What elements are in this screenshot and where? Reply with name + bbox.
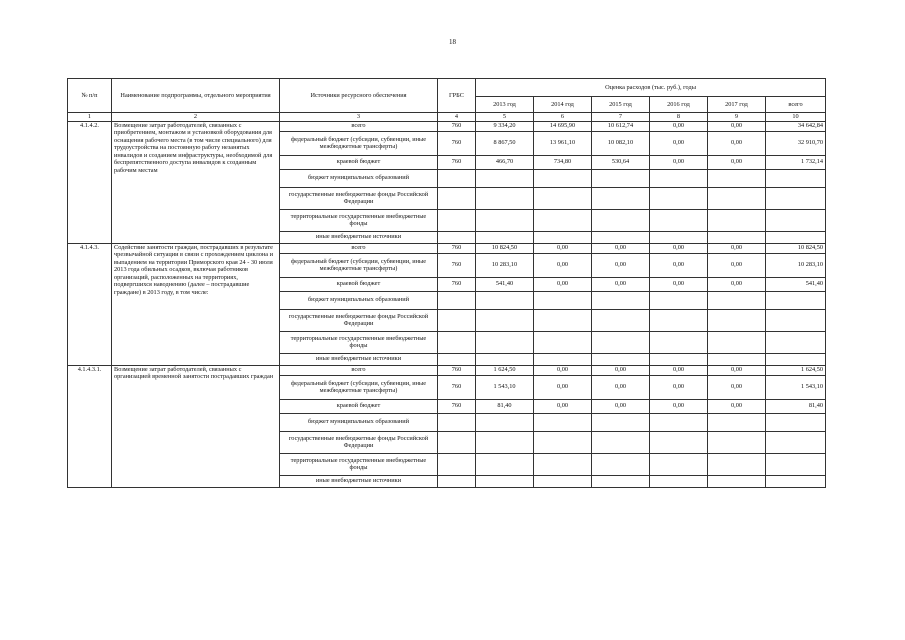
- year-value: [476, 209, 534, 231]
- grbs-code: [438, 431, 476, 453]
- total-value: 1 624,50: [766, 365, 826, 375]
- funding-source: иные внебюджетные источники: [280, 353, 438, 365]
- year-value: [708, 209, 766, 231]
- grbs-code: 760: [438, 277, 476, 291]
- col-number: 4: [438, 113, 476, 122]
- section-number: 4.1.4.3.: [68, 243, 112, 365]
- year-value: [534, 413, 592, 431]
- year-value: [650, 431, 708, 453]
- year-value: 10 082,10: [592, 131, 650, 155]
- year-value: [708, 231, 766, 243]
- col-number: 7: [592, 113, 650, 122]
- year-value: [708, 309, 766, 331]
- year-value: 0,00: [650, 365, 708, 375]
- grbs-code: 760: [438, 155, 476, 169]
- funding-source: краевой бюджет: [280, 155, 438, 169]
- year-value: 0,00: [708, 131, 766, 155]
- year-value: 0,00: [650, 155, 708, 169]
- year-value: [534, 209, 592, 231]
- year-value: [708, 169, 766, 187]
- year-value: 0,00: [592, 375, 650, 399]
- grbs-code: [438, 187, 476, 209]
- grbs-code: [438, 453, 476, 475]
- total-value: [766, 291, 826, 309]
- total-value: 1 732,14: [766, 155, 826, 169]
- grbs-code: [438, 413, 476, 431]
- funding-source: краевой бюджет: [280, 277, 438, 291]
- year-value: [650, 413, 708, 431]
- year-value: [708, 187, 766, 209]
- expenses-table: [67, 78, 826, 488]
- year-value: [534, 475, 592, 487]
- year-value: 0,00: [534, 277, 592, 291]
- year-value: [650, 309, 708, 331]
- year-value: 0,00: [592, 243, 650, 253]
- year-value: [592, 231, 650, 243]
- grbs-code: 760: [438, 253, 476, 277]
- funding-source: всего: [280, 121, 438, 131]
- section-number: 4.1.4.3.1.: [68, 365, 112, 487]
- year-value: [592, 169, 650, 187]
- section-number: 4.1.4.2.: [68, 121, 112, 243]
- year-value: 0,00: [708, 243, 766, 253]
- header-estimate: Оценка расходов (тыс. руб.), годы: [476, 79, 826, 97]
- year-value: 13 961,10: [534, 131, 592, 155]
- year-value: [534, 331, 592, 353]
- funding-source: иные внебюджетные источники: [280, 475, 438, 487]
- grbs-code: [438, 309, 476, 331]
- year-value: 530,64: [592, 155, 650, 169]
- total-value: 34 642,84: [766, 121, 826, 131]
- year-value: [534, 309, 592, 331]
- year-value: 0,00: [650, 375, 708, 399]
- year-value: [650, 453, 708, 475]
- year-value: [650, 475, 708, 487]
- year-value: [708, 353, 766, 365]
- grbs-code: 760: [438, 399, 476, 413]
- year-value: [708, 475, 766, 487]
- grbs-code: 760: [438, 121, 476, 131]
- year-value: [708, 453, 766, 475]
- year-value: 0,00: [534, 365, 592, 375]
- funding-source: государственные внебюджетные фонды Российской Федерации: [280, 187, 438, 209]
- year-value: 0,00: [534, 253, 592, 277]
- column-numbers-row: [68, 113, 826, 122]
- total-value: 541,40: [766, 277, 826, 291]
- year-value: [592, 309, 650, 331]
- total-value: [766, 187, 826, 209]
- year-value: 734,80: [534, 155, 592, 169]
- funding-source: территориальные государственные внебюджетные фонды: [280, 453, 438, 475]
- total-value: [766, 331, 826, 353]
- grbs-code: 760: [438, 131, 476, 155]
- table-header: [68, 79, 826, 122]
- total-value: 32 910,70: [766, 131, 826, 155]
- total-value: 10 824,50: [766, 243, 826, 253]
- section-name: Возмещение затрат работодателей, связанных с организацией временной занятости пострадавших граждан: [112, 365, 280, 487]
- year-value: [650, 331, 708, 353]
- col-number: 8: [650, 113, 708, 122]
- year-value: 10 824,50: [476, 243, 534, 253]
- col-number: 3: [280, 113, 438, 122]
- total-value: [766, 475, 826, 487]
- funding-source: бюджет муниципальных образований: [280, 291, 438, 309]
- grbs-code: [438, 169, 476, 187]
- year-value: 0,00: [708, 121, 766, 131]
- year-value: [592, 291, 650, 309]
- year-value: [534, 431, 592, 453]
- header-num: № п/п: [68, 79, 112, 113]
- total-value: [766, 353, 826, 365]
- year-value: 0,00: [534, 243, 592, 253]
- table-body: [68, 121, 826, 487]
- total-value: [766, 431, 826, 453]
- funding-source: краевой бюджет: [280, 399, 438, 413]
- year-value: [592, 453, 650, 475]
- grbs-code: [438, 209, 476, 231]
- funding-source: бюджет муниципальных образований: [280, 413, 438, 431]
- year-value: 0,00: [592, 365, 650, 375]
- year-value: [708, 413, 766, 431]
- header-grbs: ГРБС: [438, 79, 476, 113]
- grbs-code: [438, 331, 476, 353]
- year-value: [476, 431, 534, 453]
- year-value: 0,00: [650, 131, 708, 155]
- header-name: Наименование подпрограммы, отдельного мероприятия: [112, 79, 280, 113]
- total-value: [766, 169, 826, 187]
- table-row: [68, 243, 826, 253]
- funding-source: государственные внебюджетные фонды Российской Федерации: [280, 431, 438, 453]
- header-sources: Источники ресурсного обеспечения: [280, 79, 438, 113]
- header-year-2015: 2015 год: [592, 97, 650, 113]
- funding-source: всего: [280, 365, 438, 375]
- year-value: 0,00: [534, 399, 592, 413]
- total-value: [766, 453, 826, 475]
- year-value: 1 543,10: [476, 375, 534, 399]
- year-value: [476, 475, 534, 487]
- year-value: [476, 453, 534, 475]
- year-value: 8 867,50: [476, 131, 534, 155]
- year-value: [708, 331, 766, 353]
- year-value: 0,00: [592, 399, 650, 413]
- col-number: 6: [534, 113, 592, 122]
- col-number: 9: [708, 113, 766, 122]
- year-value: [476, 413, 534, 431]
- year-value: [592, 413, 650, 431]
- header-year-2014: 2014 год: [534, 97, 592, 113]
- year-value: [650, 231, 708, 243]
- table-row: [68, 365, 826, 375]
- grbs-code: [438, 231, 476, 243]
- year-value: 1 624,50: [476, 365, 534, 375]
- year-value: [592, 475, 650, 487]
- funding-source: территориальные государственные внебюджетные фонды: [280, 331, 438, 353]
- total-value: [766, 231, 826, 243]
- year-value: 0,00: [708, 365, 766, 375]
- grbs-code: [438, 353, 476, 365]
- year-value: [476, 187, 534, 209]
- year-value: 0,00: [650, 121, 708, 131]
- total-value: [766, 209, 826, 231]
- section-name: Возмещение затрат работодателей, связанных с приобретением, монтажом и установкой оборудования для оснащения рабочего места (в том числе специального) для трудоустройства на постоянную работу незанятых инвалидов и созданием инфраструктуры, необходимой для беспрепятственного доступа инвалидов к созданным рабочим местам: [112, 121, 280, 243]
- table-row: [68, 121, 826, 131]
- year-value: 0,00: [650, 243, 708, 253]
- year-value: [708, 431, 766, 453]
- year-value: 0,00: [650, 399, 708, 413]
- year-value: [592, 331, 650, 353]
- total-value: 10 283,10: [766, 253, 826, 277]
- funding-source: федеральный бюджет (субсидии, субвенции, иные межбюджетные трансферты): [280, 253, 438, 277]
- header-year-2016: 2016 год: [650, 97, 708, 113]
- year-value: [650, 291, 708, 309]
- year-value: [592, 353, 650, 365]
- col-number: 1: [68, 113, 112, 122]
- year-value: 541,40: [476, 277, 534, 291]
- year-value: 0,00: [708, 277, 766, 291]
- year-value: [476, 291, 534, 309]
- year-value: 0,00: [708, 253, 766, 277]
- year-value: 10 283,10: [476, 253, 534, 277]
- funding-source: территориальные государственные внебюджетные фонды: [280, 209, 438, 231]
- grbs-code: 760: [438, 375, 476, 399]
- col-number: 10: [766, 113, 826, 122]
- year-value: [534, 231, 592, 243]
- year-value: [476, 353, 534, 365]
- funding-source: иные внебюджетные источники: [280, 231, 438, 243]
- header-year-total: всего: [766, 97, 826, 113]
- year-value: [534, 453, 592, 475]
- year-value: 0,00: [592, 253, 650, 277]
- total-value: 1 543,10: [766, 375, 826, 399]
- year-value: 0,00: [708, 399, 766, 413]
- year-value: [534, 353, 592, 365]
- total-value: 81,40: [766, 399, 826, 413]
- funding-source: федеральный бюджет (субсидии, субвенции, иные межбюджетные трансферты): [280, 375, 438, 399]
- grbs-code: 760: [438, 365, 476, 375]
- year-value: 14 695,90: [534, 121, 592, 131]
- col-number: 5: [476, 113, 534, 122]
- year-value: [650, 187, 708, 209]
- grbs-code: [438, 291, 476, 309]
- year-value: [592, 431, 650, 453]
- year-value: 10 612,74: [592, 121, 650, 131]
- total-value: [766, 309, 826, 331]
- year-value: 0,00: [592, 277, 650, 291]
- year-value: 0,00: [708, 155, 766, 169]
- year-value: 0,00: [650, 277, 708, 291]
- year-value: [592, 187, 650, 209]
- grbs-code: 760: [438, 243, 476, 253]
- funding-source: бюджет муниципальных образований: [280, 169, 438, 187]
- funding-source: федеральный бюджет (субсидии, субвенции, иные межбюджетные трансферты): [280, 131, 438, 155]
- year-value: [476, 231, 534, 243]
- header-year-2013: 2013 год: [476, 97, 534, 113]
- year-value: [592, 209, 650, 231]
- year-value: [476, 331, 534, 353]
- page-number: 18: [449, 38, 456, 46]
- year-value: [650, 353, 708, 365]
- section-name: Содействие занятости граждан, пострадавших в результате чрезвычайной ситуации в связи с прохождением циклона и выпадением на территории Приморского края 24 - 30 июля 2013 года обильных осадков, включая работников организаций, расположенных на территориях, подвергшихся наводнению (далее – пострадавшие граждане) в 2013 году, в том числе:: [112, 243, 280, 365]
- year-value: [534, 169, 592, 187]
- year-value: 9 334,20: [476, 121, 534, 131]
- year-value: [534, 291, 592, 309]
- header-year-2017: 2017 год: [708, 97, 766, 113]
- year-value: 0,00: [708, 375, 766, 399]
- year-value: 0,00: [534, 375, 592, 399]
- year-value: [534, 187, 592, 209]
- year-value: [650, 169, 708, 187]
- col-number: 2: [112, 113, 280, 122]
- year-value: [476, 309, 534, 331]
- year-value: 0,00: [650, 253, 708, 277]
- grbs-code: [438, 475, 476, 487]
- year-value: 81,40: [476, 399, 534, 413]
- year-value: 466,70: [476, 155, 534, 169]
- funding-source: государственные внебюджетные фонды Российской Федерации: [280, 309, 438, 331]
- year-value: [708, 291, 766, 309]
- funding-source: всего: [280, 243, 438, 253]
- total-value: [766, 413, 826, 431]
- year-value: [476, 169, 534, 187]
- year-value: [650, 209, 708, 231]
